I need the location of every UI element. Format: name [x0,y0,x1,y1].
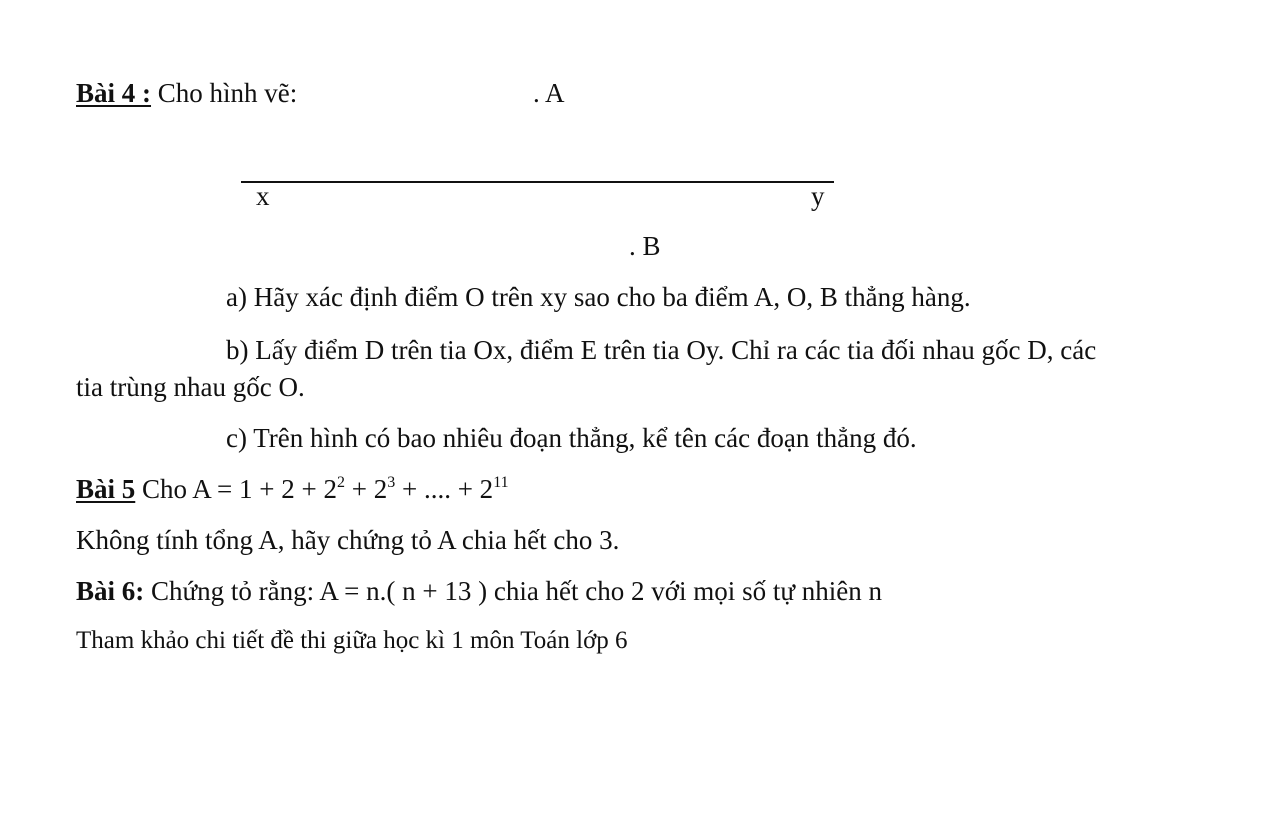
line-xy [241,181,834,183]
bai4-part-c: c) Trên hình có bao nhiêu đoạn thẳng, kể tên các đoạn thẳng đó. [226,423,917,453]
bai5-exponent-11: 11 [493,474,509,491]
label-x: x [256,181,270,211]
point-b-label: . B [629,231,661,261]
bai5-formula-line [76,473,509,505]
point-a-label: . A [533,78,565,108]
bai4-heading: Bài 4 : [76,78,152,108]
bai5-formula-mid2: + .... + 2 [395,474,494,504]
bai4-title-line [76,77,297,109]
bai5-exponent-2: 2 [336,474,345,491]
bai5-heading: Bài 5 [76,474,136,504]
bai6-heading: Bài 6: [76,576,145,606]
bai6-line [76,575,882,607]
bai4-part-a: a) Hãy xác định điểm O trên xy sao cho ba điểm A, O, B thẳng hàng. [226,282,971,312]
bai5-exponent-3: 3 [387,474,396,491]
label-y: y [811,181,825,211]
bai6-text: Chứng tỏ rằng: A = n.( n + 13 ) chia hết cho 2 với mọi số tự nhiên n [144,576,882,606]
bai4-intro: Cho hình vẽ: [157,78,298,108]
bai5-formula-start: Cho A = 1 + 2 + 2 [135,474,337,504]
bai5-formula-mid1: + 2 [344,474,388,504]
reference-link-text: Tham khảo chi tiết đề thi giữa học kì 1 môn Toán lớp 6 [76,627,628,654]
bai4-part-b-line2: tia trùng nhau gốc O. [76,372,305,402]
bai4-part-b-line1: b) Lấy điểm D trên tia Ox, điểm E trên tia Oy. Chỉ ra các tia đối nhau gốc D, các [226,335,1097,365]
bai5-statement: Không tính tổng A, hãy chứng tỏ A chia hết cho 3. [76,525,620,555]
